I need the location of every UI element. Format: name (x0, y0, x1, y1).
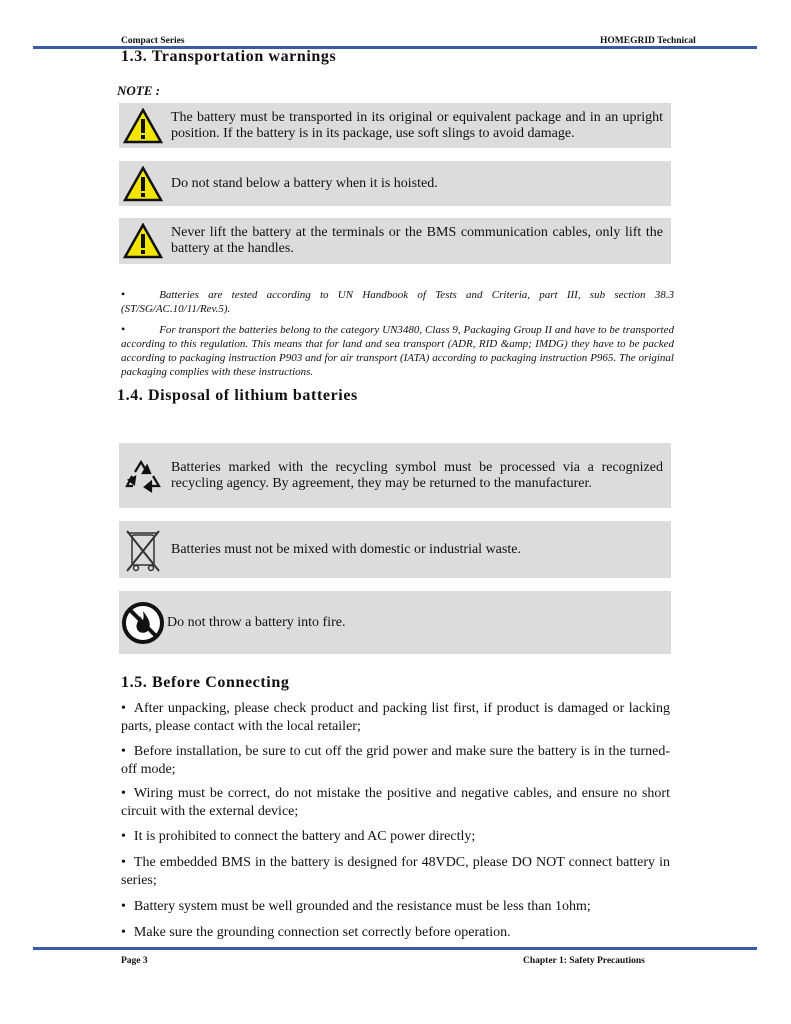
section-title-before: 1.5. Before Connecting (121, 674, 290, 691)
warning-text-3: Never lift the battery at the terminals or the BMS communication cables, only lift the battery at the handles. (171, 225, 663, 256)
bullet-icon: • (121, 925, 126, 940)
transport-bullet-1 (121, 287, 674, 316)
section-title-transport: 1.3. Transportation warnings (121, 48, 337, 65)
item-text: Battery system must be well grounded and the resistance must be less than 1ohm; (133, 899, 591, 914)
disposal-box-1 (119, 443, 671, 508)
no-fire-icon (121, 601, 165, 645)
crossed-out-bin-icon (121, 528, 165, 572)
bullet-icon: • (121, 899, 126, 914)
bullet-icon: • (121, 322, 126, 336)
item-text: Before installation, be sure to cut off the grid power and make sure the battery is in the turned-off mode; (121, 744, 670, 777)
bullet-text: For transport the batteries belong to the category UN3480, Class 9, Packaging Group II and have to be transported according to this regulation. This means that for land and sea transport (ADR, RID &amp; IMDG) they have to be packed according to packaging instruction P903 and for air transport (IATA) according to packaging instruction P965. The original packaging complies with these instructions. (121, 324, 674, 378)
before-item-1 (121, 700, 670, 736)
bullet-icon: • (121, 701, 126, 716)
disposal-text-2: Batteries must not be mixed with domestic or industrial waste. (171, 541, 521, 557)
bullet-text: Batteries are tested according to UN Handbook of Tests and Criteria, part III, sub section 38.3 (ST/SG/AC.10/11/Rev.5). (121, 289, 674, 315)
footer-right: Chapter 1: Safety Precautions (523, 956, 645, 966)
warning-text-2: Do not stand below a battery when it is hoisted. (171, 175, 438, 191)
bullet-icon: • (121, 855, 126, 870)
warning-triangle-icon (121, 162, 165, 206)
bullet-icon: • (121, 786, 126, 801)
disposal-text-3: Do not throw a battery into fire. (167, 614, 346, 630)
footer-rule (33, 947, 757, 950)
item-text: It is prohibited to connect the battery and AC power directly; (133, 829, 476, 844)
warning-box-1 (119, 103, 671, 148)
bullet-icon: • (121, 744, 126, 759)
warning-text-1: The battery must be transported in its original or equivalent package and in an upright position. If the battery is in its package, use soft slings to avoid damage. (171, 109, 663, 141)
item-text: Make sure the grounding connection set correctly before operation. (133, 925, 511, 940)
footer-left: Page 3 (121, 956, 148, 966)
disposal-box-2 (119, 521, 671, 578)
warning-box-2 (119, 161, 671, 206)
bullet-icon: • (121, 829, 126, 844)
disposal-box-3 (119, 591, 671, 654)
section-title-disposal: 1.4. Disposal of lithium batteries (117, 387, 358, 404)
item-text: The embedded BMS in the battery is designed for 48VDC, please DO NOT connect battery in series; (121, 855, 670, 888)
warning-triangle-icon (121, 104, 165, 148)
before-item-5 (121, 854, 670, 890)
header-left: Compact Series (121, 36, 185, 46)
header-right: HOMEGRID Technical (600, 36, 696, 46)
before-item-3 (121, 785, 670, 821)
before-item-7 (121, 924, 670, 942)
bullet-icon: • (121, 287, 126, 301)
note-label: NOTE : (117, 83, 160, 98)
before-item-2 (121, 743, 670, 779)
item-text: After unpacking, please check product and packing list first, if product is damaged or lacking parts, please contact with the local retailer; (121, 701, 670, 734)
recycling-icon (121, 454, 165, 498)
before-item-6 (121, 898, 670, 916)
warning-box-3 (119, 218, 671, 264)
warning-triangle-icon (121, 219, 165, 263)
before-item-4 (121, 828, 670, 846)
item-text: Wiring must be correct, do not mistake the positive and negative cables, and ensure no short circuit with the external device; (121, 786, 670, 819)
disposal-text-1: Batteries marked with the recycling symbol must be processed via a recognized recycling agency. By agreement, they may be returned to the manufacturer. (171, 459, 663, 491)
transport-bullet-2 (121, 322, 674, 379)
